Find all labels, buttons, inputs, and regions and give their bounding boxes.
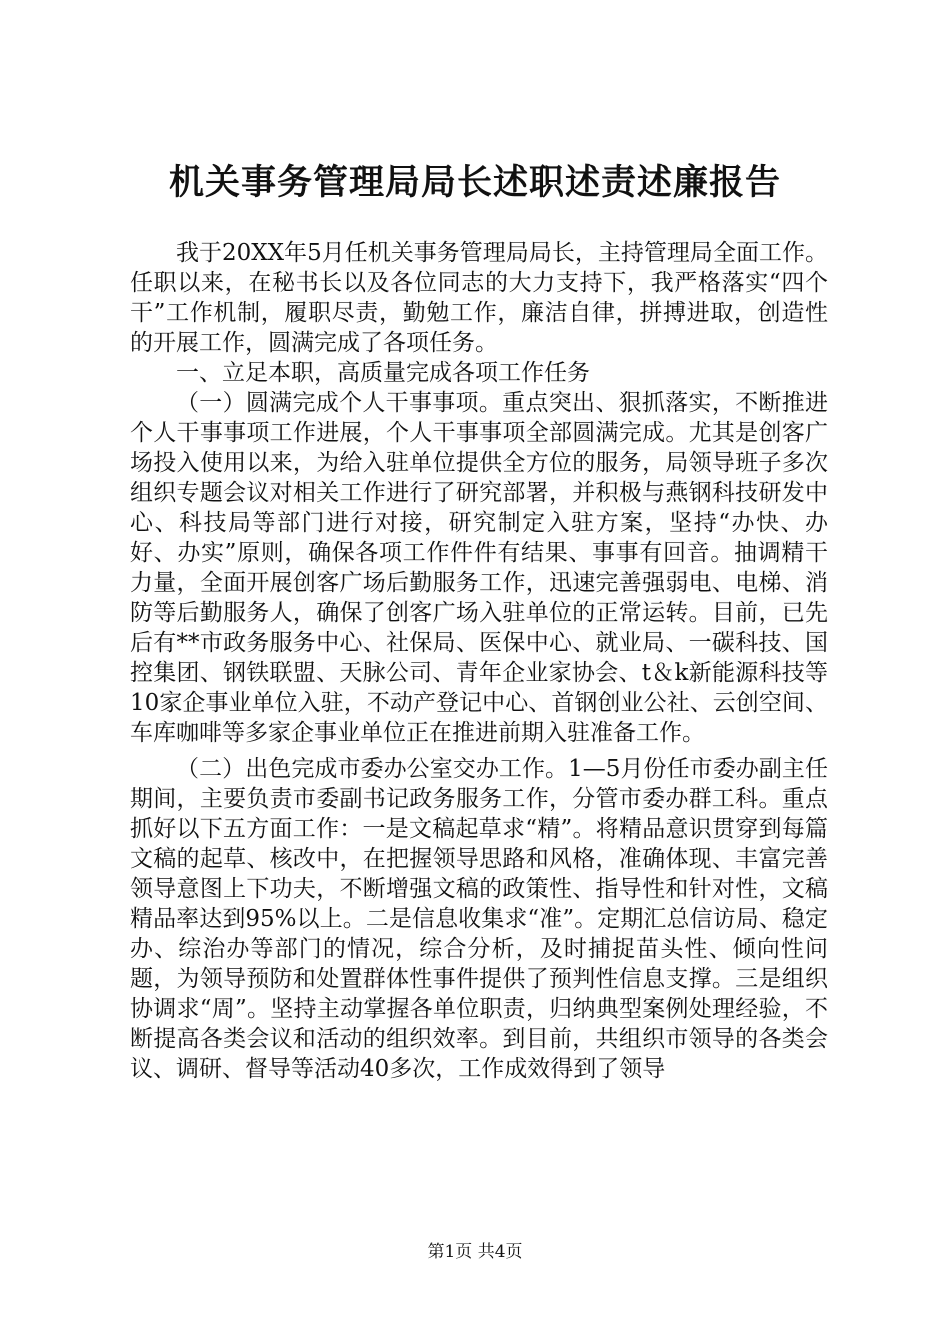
document-body bbox=[130, 238, 828, 1084]
page-footer: 第1页 共4页 bbox=[427, 1242, 523, 1262]
section-heading-1: 一、立足本职，高质量完成各项工作任务 bbox=[176, 360, 590, 386]
paragraph-2: （二）出色完成市委办公室交办工作。1—5月份任市委办副主任期间，主要负责市委副书记政务服务工作，分管市委办群工科。重点抓好以下五方面工作：一是文稿起草求“精”。将精品意识贯穿到每篇文稿的起草、核改中，在把握领导思路和风格，准确体现、丰富完善领导意图上下功夫，不断增强文稿的政策性、指导性和针对性，文稿精品率达到95%以上。二是信息收集求“准”。定期汇总信访局、稳定办、综治办等部门的情况，综合分析，及时捕捉苗头性、倾向性问题，为领导预防和处置群体性事件提供了预判性信息支撑。三是组织协调求“周”。坚持主动掌握各单位职责，归纳典型案例处理经验，不断提高各类会议和活动的组织效率。到目前，共组织市领导的各类会议、调研、督导等活动40多次，工作成效得到了领导 bbox=[130, 756, 828, 1082]
document-title: 机关事务管理局局长述职述责述廉报告 bbox=[168, 162, 781, 203]
paragraph-1: （一）圆满完成个人干事事项。重点突出、狠抓落实，不断推进个人干事事项工作进展，个人干事事项全部圆满完成。尤其是创客广场投入使用以来，为给入驻单位提供全方位的服务，局领导班子多次组织专题会议对相关工作进行了研究部署，并积极与燕钢科技研发中心、科技局等部门进行对接，研究制定入驻方案，坚持“办快、办好、办实”原则，确保各项工作件件有结果、事事有回音。抽调精干力量，全面开展创客广场后勤服务工作，迅速完善强弱电、电梯、消防等后勤服务人，确保了创客广场入驻单位的正常运转。目前，已先后有**市政务服务中心、社保局、医保中心、就业局、一碳科技、国控集团、钢铁联盟、天脉公司、青年企业家协会、t＆k新能源科技等10家企事业单位入驻，不动产登记中心、首钢创业公社、云创空间、车库咖啡等多家企事业单位正在推进前期入驻准备工作。 bbox=[130, 390, 828, 746]
intro-paragraph: 我于20XX年5月任机关事务管理局局长，主持管理局全面工作。任职以来，在秘书长以及各位同志的大力支持下，我严格落实“四个干”工作机制，履职尽责，勤勉工作，廉洁自律，拼搏进取，创造性的开展工作，圆满完成了各项任务。 bbox=[130, 240, 828, 356]
